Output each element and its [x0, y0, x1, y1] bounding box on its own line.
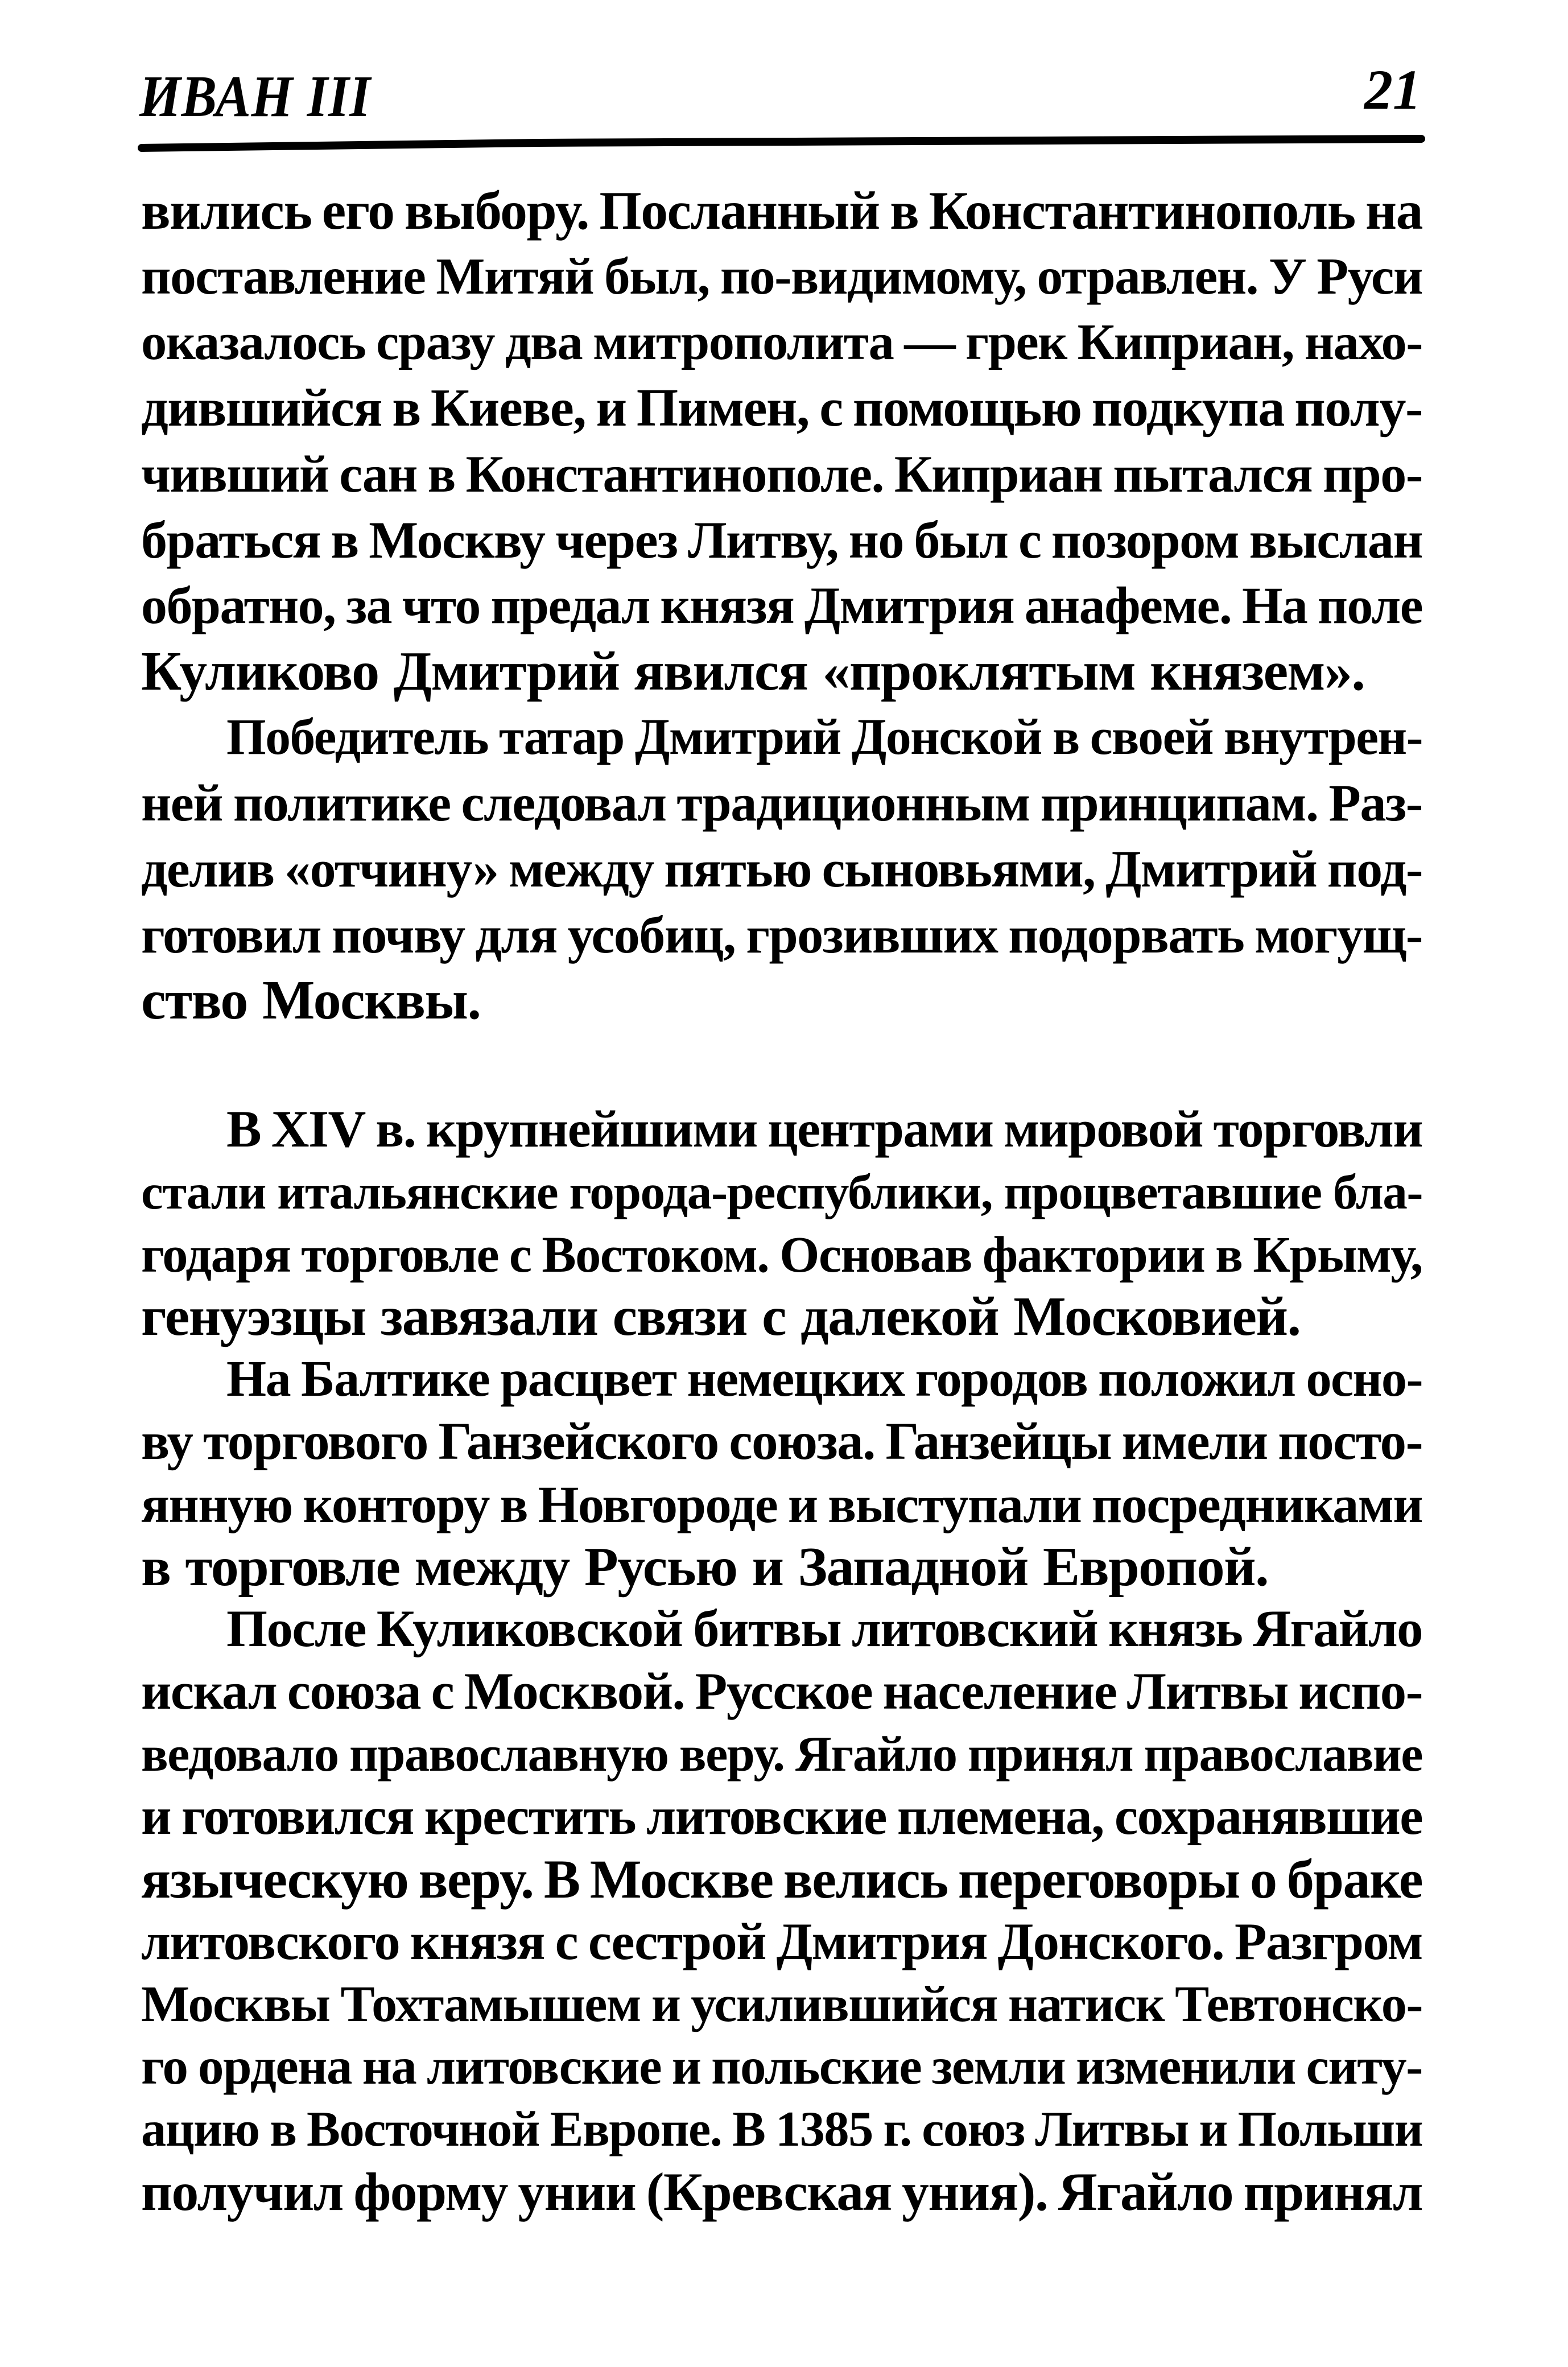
running-title: ИВАН III	[139, 64, 371, 129]
text-line: генуэзцы завязали связи с далекой Московией.	[141, 1286, 1301, 1347]
page-number: 21	[1364, 58, 1421, 121]
text-line: В XIV в. крупнейшими центрами мировой торговли	[226, 1100, 1422, 1158]
text-line: оказалось сразу два митрополита — грек Киприан, нахо-	[141, 313, 1422, 370]
text-line: ацию в Восточной Европе. В 1385 г. союз Литвы и Польши	[141, 2101, 1422, 2157]
text-line: получил форму унии (Кревская уния). Ягайло принял	[141, 2162, 1422, 2222]
text-line: ву торгового Ганзейского союза. Ганзейцы имели посто-	[141, 1412, 1422, 1471]
text-line: На Балтике расцвет немецких городов положил осно-	[226, 1351, 1422, 1407]
text-line: янную контору в Новгороде и выступали посредниками	[141, 1475, 1422, 1533]
text-line: в торговле между Русью и Западной Европой.	[141, 1536, 1269, 1598]
header-rule-line	[139, 135, 1423, 152]
text-line: Победитель татар Дмитрий Донской в своей внутрен-	[226, 709, 1422, 765]
text-line: языческую веру. В Москве велись переговоры о браке	[141, 1849, 1422, 1910]
text-line: вились его выбору. Посланный в Константинополь на	[141, 180, 1422, 241]
text-line: дившийся в Киеве, и Пимен, с помощью подкупа полу-	[141, 378, 1422, 438]
text-line: ство Москвы.	[141, 970, 481, 1031]
text-line: годаря торговле с Востоком. Основав фактории в Крыму,	[141, 1226, 1422, 1283]
text-line: искал союза с Москвой. Русское население Литвы испо-	[141, 1662, 1422, 1721]
text-line: Москвы Тохтамышем и усилившийся натиск Тевтонско-	[141, 1976, 1422, 2032]
text-line: го ордена на литовские и польские земли изменили ситу-	[141, 2038, 1422, 2095]
text-line: ней политике следовал традиционным принципам. Раз-	[141, 774, 1422, 832]
text-line: браться в Москву через Литву, но был с позором выслан	[141, 511, 1422, 569]
text-line: После Куликовской битвы литовский князь Ягайло	[226, 1599, 1422, 1658]
text-line: Куликово Дмитрий явился «проклятым князем».	[141, 641, 1365, 702]
text-line: чивший сан в Константинополе. Киприан пытался про-	[141, 445, 1422, 503]
text-line: готовил почву для усобиц, грозивших подорвать могущ-	[141, 906, 1422, 964]
text-line: делив «отчину» между пятью сыновьями, Дмитрий под-	[141, 840, 1422, 898]
text-line: литовского князя с сестрой Дмитрия Донского. Разгром	[141, 1912, 1422, 1970]
text-line: поставление Митяй был, по-видимому, отравлен. У Руси	[141, 248, 1422, 305]
text-line: и готовился крестить литовские племена, сохранявшие	[141, 1787, 1422, 1846]
text-line: обратно, за что предал князя Дмитрия анафеме. На поле	[141, 576, 1422, 634]
text-line: ведовало православную веру. Ягайло принял православие	[141, 1726, 1422, 1782]
text-line: стали итальянские города-республики, процветавшие бла-	[141, 1164, 1422, 1219]
